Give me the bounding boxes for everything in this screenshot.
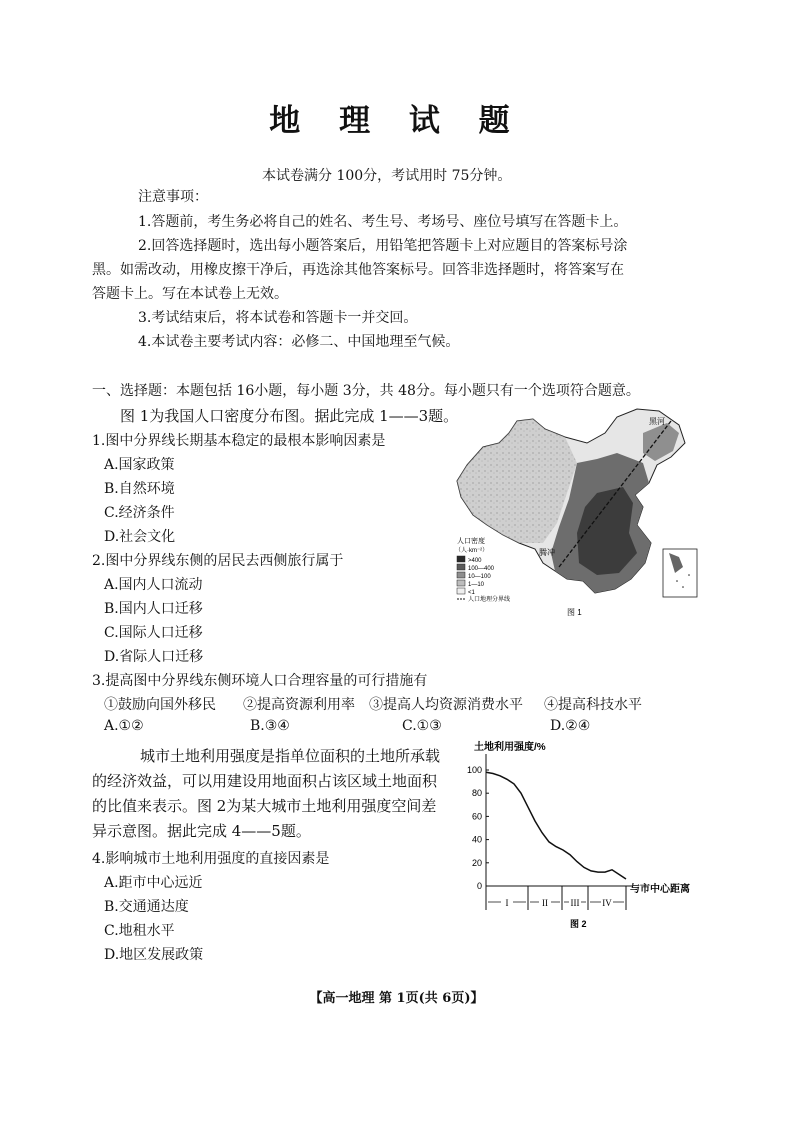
q3-option-b: B.③④	[250, 718, 290, 734]
q3-choice-1: ①鼓励向国外移民	[104, 697, 216, 713]
page-title: 地 理 试 题	[269, 103, 524, 139]
legend-item-3: 10—100	[468, 574, 491, 580]
legend-item-5: <1	[468, 590, 475, 596]
q1-option-c: C.经济条件	[104, 505, 175, 521]
q1-option-a: A.国家政策	[104, 457, 175, 473]
note-2-cont: 黑。如需改动，用橡皮擦干净后，再选涂其他答案标号。回答非选择题时，将答案写在	[92, 262, 624, 278]
q4-option-b: B.交通通达度	[104, 899, 189, 915]
legend-item-4: 1—10	[468, 582, 485, 588]
intro2-line-2: 的经济效益，可以用建设用地面积占该区域土地面积	[92, 772, 438, 790]
y-tick-label: 20	[471, 857, 482, 868]
note-2: 2.回答选择题时，选出每小题答案后，用铅笔把答题卡上对应题目的答案标号涂	[138, 238, 628, 254]
south-sea-inset	[663, 549, 697, 597]
q4-option-c: C.地租水平	[104, 923, 175, 939]
q3-choice-3: ③提高人均资源消费水平	[369, 697, 523, 713]
q1-option-d: D.社会文化	[104, 529, 176, 545]
question-3-stem: 3.提高图中分界线东侧环境人口合理容量的可行措施有	[92, 673, 428, 689]
map-caption: 图 1	[567, 608, 582, 617]
series-line	[486, 772, 626, 879]
land-use-chart	[440, 740, 702, 940]
q2-option-d: D.省际人口迁移	[104, 649, 204, 665]
q3-option-c: C.①③	[402, 718, 442, 734]
q3-option-d: D.②④	[550, 718, 591, 734]
y-tick-label: 60	[471, 811, 482, 822]
q4-option-d: D.地区发展政策	[104, 947, 204, 963]
zone-label: IV	[602, 898, 612, 908]
q3-option-a: A.①②	[104, 718, 144, 734]
page-footer: 【高一地理 第 1页(共 6页)】	[309, 991, 484, 1006]
q2-option-b: B.国内人口迁移	[104, 601, 203, 617]
section-intro: 图 1为我国人口密度分布图。据此完成 1——3题。	[120, 407, 459, 425]
notes-title: 注意事项：	[138, 189, 208, 205]
q4-option-a: A.距市中心远近	[104, 875, 203, 891]
question-2-stem: 2.图中分界线东侧的居民去西侧旅行属于	[92, 553, 344, 569]
q3-choice-2: ②提高资源利用率	[243, 697, 355, 713]
chart-ylabel: 土地利用强度/%	[474, 742, 546, 753]
population-density-map	[447, 403, 703, 621]
y-tick-label: 40	[471, 834, 482, 845]
exam-info: 本试卷满分 100分，考试用时 75分钟。	[262, 168, 512, 184]
intro2-line-1: 城市土地利用强度是指单位面积的土地所承载	[140, 747, 441, 765]
legend-line-label: 人口地理分界线	[468, 597, 511, 603]
y-tick-label: 0	[476, 881, 482, 891]
land-use-chart-svg	[440, 740, 702, 940]
legend-item-1: >400	[468, 558, 482, 564]
note-4: 4.本试卷主要考试内容：必修二、中国地理至气候。	[138, 334, 460, 350]
q3-choice-4: ④提高科技水平	[544, 697, 642, 713]
note-2-cont-2: 答题卡上。写在本试卷上无效。	[92, 286, 288, 302]
section-heading: 一、选择题：本题包括 16小题，每小题 3分，共 48分。每小题只有一个选项符合题意。	[92, 383, 640, 399]
note-3: 3.考试结束后，将本试卷和答题卡一并交回。	[138, 310, 418, 326]
chart-caption: 图 2	[570, 919, 587, 929]
legend-unit: （人·km⁻²）	[455, 548, 489, 554]
zone-label: III	[570, 898, 580, 908]
china-map-figure	[447, 403, 703, 621]
label-tengchong: 腾冲	[539, 548, 555, 557]
legend-item-2: 100—400	[468, 566, 495, 572]
q2-option-c: C.国际人口迁移	[104, 625, 203, 641]
y-tick-label: 80	[471, 788, 482, 799]
question-1-stem: 1.图中分界线长期基本稳定的最根本影响因素是	[92, 433, 386, 449]
intro2-line-3: 的比值来表示。图 2为某大城市土地利用强度空间差	[92, 797, 437, 815]
y-tick-label: 100	[466, 765, 482, 775]
intro2-line-4: 异示意图。据此完成 4——5题。	[92, 822, 311, 840]
zone-label: I	[505, 898, 509, 908]
legend-title: 人口密度	[457, 538, 485, 545]
zone-label: II	[542, 898, 548, 908]
question-4-stem: 4.影响城市土地利用强度的直接因素是	[92, 851, 330, 867]
label-heihe: 黑河	[649, 417, 665, 426]
chart-xlabel: 与市中心距离	[630, 884, 690, 895]
q2-option-a: A.国内人口流动	[104, 577, 203, 593]
q1-option-b: B.自然环境	[104, 481, 175, 497]
note-1: 1.答题前，考生务必将自己的姓名、考生号、考场号、座位号填写在答题卡上。	[138, 214, 628, 230]
